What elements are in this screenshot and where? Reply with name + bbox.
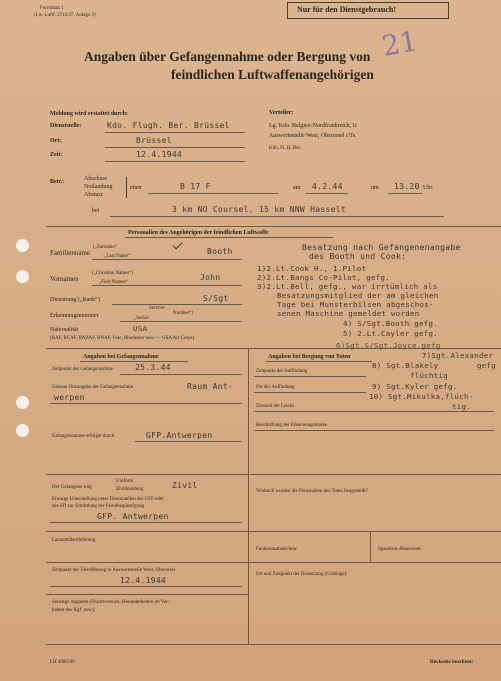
time-value: 13.20 bbox=[394, 182, 420, 191]
margin-mark-21: 21 bbox=[379, 24, 421, 63]
uniform-option: Uniform bbox=[116, 479, 134, 484]
location-value: 3 km NO Coursel, 15 km NNW Hasselt bbox=[172, 205, 346, 214]
familienname-value: Booth bbox=[207, 247, 233, 256]
uhr-label: Uhr. bbox=[423, 185, 434, 191]
restricted-stamp: Nur für den Dienstgebrauch! bbox=[297, 5, 397, 14]
zivilkleidung-option: Zivilkleidung bbox=[116, 487, 144, 492]
ueberfuehrung-value: 12.4.1944 bbox=[120, 576, 167, 585]
sonstige-label-1: Sonstige Angaben (Fluchtversuch, Besonderheiten im Ver- bbox=[52, 600, 170, 605]
absturz-option: Absturz bbox=[84, 192, 103, 198]
ortsangabe-label: Genaue Ortsangabe der Gefangennahme bbox=[52, 385, 133, 390]
nationalitaet-label: Nationalität bbox=[50, 327, 79, 333]
first-names-hint: „First Names“ bbox=[99, 280, 128, 285]
crew-note-line-15: 9) Sgt.Kyler gefg. bbox=[372, 382, 458, 391]
bei-label: bei bbox=[92, 208, 100, 214]
crew-note-line-16: 10) Sgt.Mikulka,flüch- bbox=[369, 392, 474, 401]
crew-note-line-5: 3)2.Lt.Bell, gefg., war irrtümlich als bbox=[257, 282, 438, 291]
personalien-section-title: Personalien des Angehörigen der feindlichen Luftwaffe bbox=[128, 230, 269, 236]
ort-value: Brüssel bbox=[136, 136, 172, 145]
ueberfuehrung-label: Zeitpunkt der Überführung in Auswertestelle West, Oberursel bbox=[52, 568, 176, 573]
options-brace bbox=[123, 177, 127, 198]
punch-hole-upper bbox=[16, 270, 29, 283]
gefangennahme-section-title: Angaben bei Gefangennahme bbox=[83, 354, 159, 360]
zeit-label: Zeit: bbox=[50, 152, 63, 158]
erkennungsnummer-label: Erkennungsnummer bbox=[50, 313, 99, 319]
verteiler-label: Verteiler: bbox=[269, 110, 294, 116]
dienststelle-label: Dienststelle: bbox=[50, 123, 82, 129]
punch-hole-top bbox=[16, 239, 29, 252]
serial-hint: „Serial- bbox=[134, 316, 150, 321]
service-hint: Service- bbox=[149, 306, 166, 311]
crew-note-line-1: Besatzung nach Gefangenenangabe bbox=[302, 243, 461, 252]
nationalities-hint: (RAF, RCAF, RNZAF, RNAF, Fole, Rhodesier usw. — USA Air Corps) bbox=[50, 336, 195, 341]
christian-names-hint: („Christian Names“) bbox=[92, 271, 134, 276]
crew-note-line-13: 8) Sgt.Blakely bbox=[372, 361, 439, 370]
gefangennahme-zeitpunkt-label: Zeitpunkt der Gefangennahme bbox=[52, 367, 114, 372]
verteiler-line-2: Auswertestelle West, Oberursel i/Ts. bbox=[269, 133, 357, 139]
crew-note-line-11: 6)Sgt.S/Sgt.Joyce,gefg bbox=[336, 341, 441, 350]
familienname-label: Familienname bbox=[50, 249, 91, 257]
am-label: am bbox=[293, 185, 301, 191]
verteiler-line-3: Kdo. Fl. H. Ber. bbox=[269, 146, 302, 151]
vornamen-value: John bbox=[200, 273, 221, 282]
bergung-zustand-label: Zustand der Leiche bbox=[256, 404, 295, 409]
aircraft-type-value: B 17 F bbox=[180, 182, 211, 191]
getragen-value: Zivil bbox=[172, 481, 198, 490]
beisetzung-label: Ort und Zeitpunkt der Beisetzung (Grablage): bbox=[256, 572, 348, 577]
betr-label: Betr.: bbox=[50, 179, 65, 185]
unterstellung-label-1: Etwaige Unterstellung unter Dienststellen der GFP oder bbox=[52, 497, 164, 502]
footer-code: LH 4080-00 bbox=[50, 660, 75, 665]
lastname-hint: „Last Name“ bbox=[104, 254, 131, 259]
number-hint: Number“) bbox=[173, 311, 194, 316]
ortsangabe-value-2: werpen bbox=[54, 393, 85, 402]
crew-note-line-8: senen Maschine gemeldet worden bbox=[277, 309, 420, 318]
check-mark bbox=[173, 240, 183, 250]
crew-note-line-12: 7)Sgt.Alexander bbox=[422, 351, 494, 360]
date-value: 4.2.44 bbox=[312, 182, 343, 191]
erfolgte-durch-label: Gefangennahme erfolgte durch bbox=[52, 434, 115, 439]
punch-hole-bottom bbox=[16, 424, 29, 437]
erfolgte-durch-value: GFP.Antwerpen bbox=[146, 431, 213, 440]
meldung-label: Meldung wird erstattet durch: bbox=[50, 111, 129, 117]
einer-label: einer bbox=[130, 185, 142, 191]
notlandung-option: Notlandung bbox=[84, 184, 113, 190]
getragen-label: Der Gefangene trug bbox=[52, 485, 92, 490]
dienststelle-value: Kdo. Flugh. Ber. Brüssel bbox=[107, 121, 230, 130]
rueckseite-note: Rückseite beachten! bbox=[430, 660, 473, 665]
unterstellung-value: GFP. Antwerpen bbox=[97, 512, 169, 521]
zeit-value: 12.4.1944 bbox=[136, 150, 183, 159]
um-label: um bbox=[371, 185, 379, 191]
bergung-ort-label: Ort der Auffindung bbox=[256, 385, 295, 390]
crew-note-line-9: 4) S/Sgt.Booth gefg. bbox=[343, 319, 438, 328]
bergung-wodurch-label: Wodurch wurden die Personalien des Toten festgestellt? bbox=[256, 489, 368, 494]
gefangennahme-zeitpunkt-value: 25.3.44 bbox=[135, 363, 171, 372]
lazarett-label: Lazarettüberlieferung: bbox=[52, 538, 97, 543]
verteiler-line-1: Lg. Kdo. Belgien-Nordfrankreich, Ic bbox=[269, 123, 358, 129]
crew-note-line-7: Tage bei Munsterbilsen abgeschos- bbox=[277, 300, 434, 309]
crew-note-line-17: tig. bbox=[452, 402, 471, 411]
nationalitaet-value: USA bbox=[133, 324, 148, 333]
ort-label: Ort: bbox=[50, 138, 62, 144]
punch-hole-lower bbox=[16, 396, 29, 409]
sonstige-label-2: halten des Kgf. usw.): bbox=[52, 608, 96, 613]
bergung-zeitpunkt-label: Zeitpunkt der Auffindung bbox=[256, 369, 308, 374]
form-title-line-1: Angaben über Gefangennahme oder Bergung von bbox=[84, 49, 371, 64]
crew-note-line-10: 5) 2.Lt.Cayler gefg. bbox=[343, 329, 438, 338]
ortsangabe-value-1: Raum Ant- bbox=[187, 382, 234, 391]
crew-note-line-14: flüchtig bbox=[410, 371, 448, 380]
spaudron-label: Spaudron-Abzeichen: bbox=[378, 547, 422, 552]
crew-note-line-13b: gefg bbox=[477, 361, 496, 370]
abschuss-option: Abschuss bbox=[84, 176, 108, 182]
crew-note-line-6: Besatzungsmitglied der am gleichen bbox=[277, 291, 439, 300]
vornamen-label: Vornamen bbox=[50, 275, 79, 283]
dienstrang-label: Dienstrang („Rank“) bbox=[50, 297, 100, 303]
funktionsabzeichen-label: Funktionsabzeichen: bbox=[256, 547, 298, 552]
formblatt-reference: (Lw. Luftf. 2716.07, Anlage 3) bbox=[34, 13, 96, 18]
bergung-section-title: Angaben bei Bergung von Toten bbox=[268, 354, 351, 360]
unterstellung-label-2: des SD zur Ermittlung der Feindbegünstigung bbox=[52, 504, 145, 509]
dienstrang-value: S/Sgt bbox=[203, 294, 229, 303]
formblatt-label: Formblatt 1 bbox=[40, 6, 64, 11]
crew-note-line-4: 2)2.Lt.Bangs Co-Pilot, gefg. bbox=[257, 273, 390, 282]
surname-hint: („Surname“ bbox=[93, 245, 117, 250]
crew-note-line-3: 1)2.Lt.Cook H., 1.Pilot bbox=[257, 264, 367, 273]
crew-note-line-2: des Booth und Cook: bbox=[309, 252, 407, 261]
bergung-beschriftung-label: Beschriftung der Erkennungsmarke bbox=[256, 423, 328, 428]
form-title-line-2: feindlichen Luftwaffenangehörigen bbox=[171, 67, 374, 82]
